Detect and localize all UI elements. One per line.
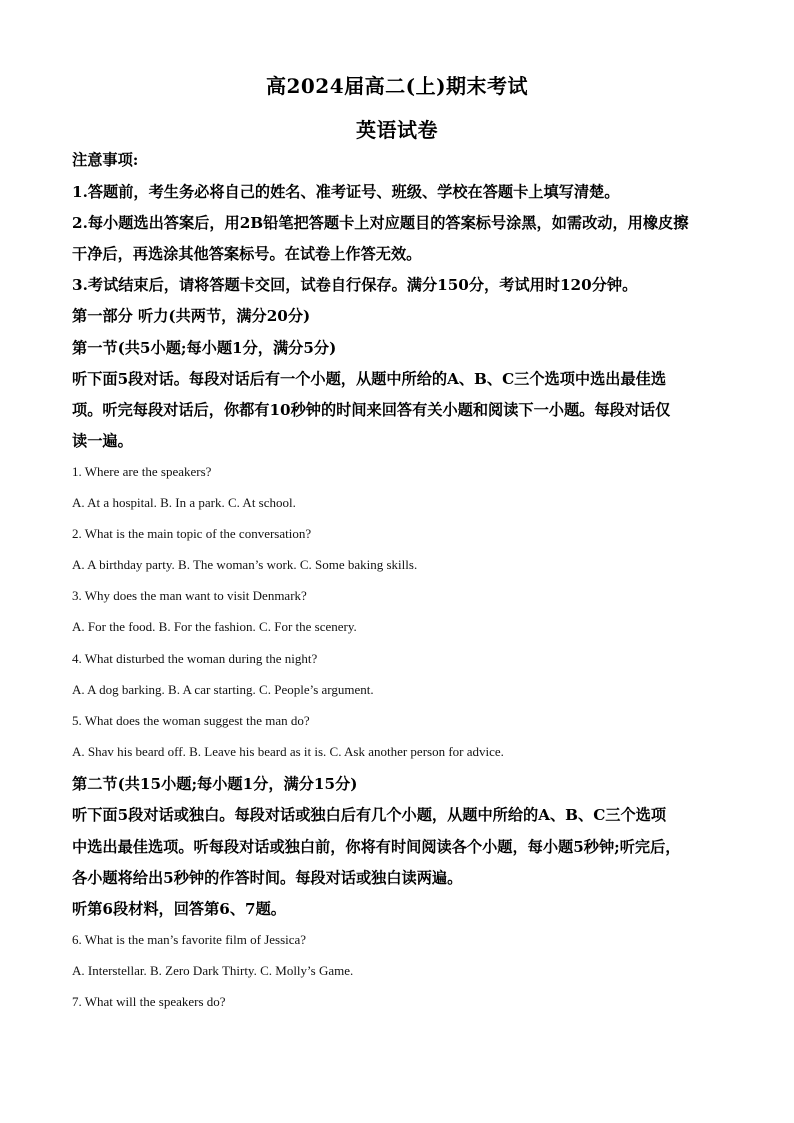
section2-heading: 第二节(共15小题;每小题1分，满分15分) bbox=[72, 775, 358, 793]
question-6: 6. What is the man’s favorite film of Jessica? bbox=[72, 932, 307, 947]
section1-heading: 第一节(共5小题;每小题1分，满分5分) bbox=[72, 339, 337, 357]
part1-heading: 第一部分 听力(共两节，满分20分) bbox=[72, 307, 311, 325]
question-1: 1. Where are the speakers? bbox=[72, 464, 212, 479]
question-7: 7. What will the speakers do? bbox=[72, 994, 226, 1009]
notice-item-1: 1.答题前，考生务必将自己的姓名、准考证号、班级、学校在答题卡上填写清楚。 bbox=[72, 183, 620, 201]
notice-item-2b: 干净后，再选涂其他答案标号。在试卷上作答无效。 bbox=[72, 245, 422, 263]
question-2: 2. What is the main topic of the conversation? bbox=[72, 526, 312, 541]
material-6-heading: 听第6段材料，回答第6、7题。 bbox=[72, 900, 286, 918]
question-1-options: A. At a hospital. B. In a park. C. At school. bbox=[72, 495, 296, 510]
exam-title: 高2024届高二(上)期末考试 bbox=[265, 74, 529, 98]
question-4-options: A. A dog barking. B. A car starting. C. People’s argument. bbox=[72, 682, 374, 697]
question-6-options: A. Interstellar. B. Zero Dark Thirty. C. Molly’s Game. bbox=[72, 963, 354, 978]
section1-instruction-a: 听下面5段对话。每段对话后有一个小题，从题中所给的A、B、C三个选项中选出最佳选 bbox=[72, 370, 667, 388]
exam-subtitle: 英语试卷 bbox=[356, 118, 438, 142]
section2-instruction-a: 听下面5段对话或独白。每段对话或独白后有几个小题，从题中所给的A、B、C三个选项 bbox=[72, 806, 667, 824]
question-3-options: A. For the food. B. For the fashion. C. For the scenery. bbox=[72, 619, 357, 634]
question-3: 3. Why does the man want to visit Denmark? bbox=[72, 588, 307, 603]
question-4: 4. What disturbed the woman during the night? bbox=[72, 651, 318, 666]
notice-item-2a: 2.每小题选出答案后，用2B铅笔把答题卡上对应题目的答案标号涂黑，如需改动，用橡皮擦 bbox=[72, 214, 689, 232]
section1-instruction-b: 项。听完每段对话后，你都有10秒钟的时间来回答有关小题和阅读下一小题。每段对话仅 bbox=[72, 401, 671, 419]
question-5: 5. What does the woman suggest the man do? bbox=[72, 713, 310, 728]
notice-item-3: 3.考试结束后，请将答题卡交回，试卷自行保存。满分150分，考试用时120分钟。 bbox=[72, 276, 638, 294]
question-2-options: A. A birthday party. B. The woman’s work. C. Some baking skills. bbox=[72, 557, 418, 572]
question-5-options: A. Shav his beard off. B. Leave his beard as it is. C. Ask another person for advice. bbox=[72, 744, 504, 759]
notice-heading: 注意事项: bbox=[72, 151, 139, 169]
section2-instruction-b: 中选出最佳选项。听每段对话或独白前，你将有时间阅读各个小题，每小题5秒钟;听完后， bbox=[72, 838, 681, 856]
section1-instruction-c: 读一遍。 bbox=[72, 432, 133, 450]
section2-instruction-c: 各小题将给出5秒钟的作答时间。每段对话或独白读两遍。 bbox=[72, 869, 463, 887]
